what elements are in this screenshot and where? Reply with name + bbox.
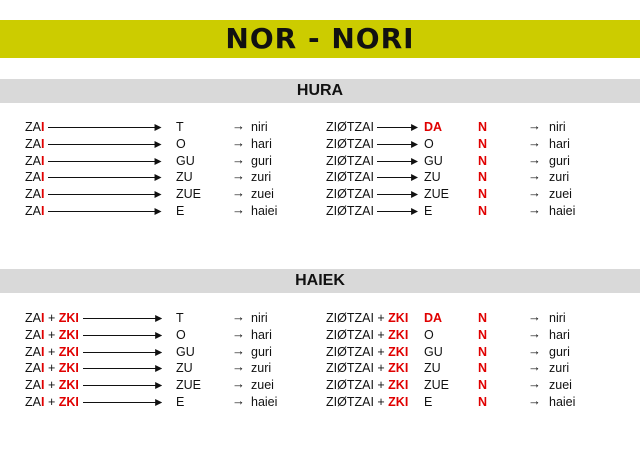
page-title: NOR - NORI	[225, 22, 415, 55]
small-arrow-icon: →	[528, 202, 541, 217]
n-suffix	[478, 153, 487, 169]
small-arrow-icon: →	[232, 376, 245, 391]
right-object	[424, 394, 432, 410]
n-text: N	[478, 204, 488, 218]
right-object	[424, 360, 441, 376]
nori-pronoun	[251, 203, 277, 219]
small-arrow-icon: →	[232, 152, 245, 167]
long-arrow-icon	[83, 344, 162, 360]
nori-text: haiei	[549, 395, 576, 409]
prefix-part: ZA	[25, 395, 41, 409]
long-arrow-icon	[83, 394, 162, 410]
nor-text: ZUE	[176, 187, 201, 201]
prefix-part: +	[44, 328, 59, 342]
nor-pronoun	[176, 394, 184, 410]
nori-pronoun-right	[549, 186, 572, 202]
nor-pronoun	[176, 136, 186, 152]
prefix-part: ZIØTZAI	[326, 120, 374, 134]
prefix-part: +	[373, 311, 389, 325]
prefix-part: ZKI	[388, 395, 409, 409]
small-arrow-icon: →	[528, 326, 541, 341]
small-arrow-icon: →	[232, 168, 245, 183]
left-prefix	[25, 136, 44, 152]
prefix-part: ZKI	[58, 328, 79, 342]
prefix-part: ZA	[25, 204, 41, 218]
long-arrow-icon	[48, 153, 162, 169]
prefix-part: ZA	[25, 345, 41, 359]
nori-text: guri	[549, 345, 570, 359]
nori-pronoun-right	[549, 119, 566, 135]
nori-text: hari	[549, 137, 570, 151]
nor-text: GU	[176, 345, 195, 359]
left-prefix	[25, 310, 79, 326]
prefix-part: +	[373, 378, 389, 392]
right-object	[424, 344, 443, 360]
small-arrow-icon: →	[528, 168, 541, 183]
prefix-part: ZKI	[58, 378, 79, 392]
prefix-part: +	[373, 328, 389, 342]
n-suffix	[478, 310, 487, 326]
prefix-part: ZA	[25, 378, 41, 392]
right-prefix	[326, 310, 408, 326]
left-prefix	[25, 327, 79, 343]
prefix-part: I	[40, 378, 45, 392]
nori-text: zuri	[549, 170, 570, 184]
nori-pronoun	[251, 169, 271, 185]
small-arrow-icon: →	[528, 359, 541, 374]
prefix-part: I	[40, 395, 45, 409]
n-suffix	[478, 394, 487, 410]
small-arrow-icon: →	[232, 309, 245, 324]
small-arrow-icon: →	[528, 343, 541, 358]
prefix-part: I	[40, 361, 45, 375]
prefix-part: +	[373, 345, 389, 359]
left-prefix	[25, 360, 79, 376]
nori-text: hari	[251, 328, 272, 342]
nori-pronoun-right	[549, 344, 570, 360]
prefix-part: +	[373, 361, 389, 375]
right-object	[424, 310, 442, 326]
prefix-part: ZIØTZAI	[326, 204, 374, 218]
small-arrow-icon: →	[528, 185, 541, 200]
object-text: E	[424, 204, 433, 218]
prefix-part: ZIØTZAI	[326, 137, 374, 151]
long-arrow-icon	[48, 119, 162, 135]
left-prefix	[25, 377, 79, 393]
n-text: N	[478, 345, 488, 359]
small-arrow-icon: →	[232, 326, 245, 341]
n-text: N	[478, 187, 488, 201]
long-arrow-icon	[83, 310, 162, 326]
long-arrow-icon	[48, 169, 162, 185]
nor-text: E	[176, 395, 185, 409]
n-suffix	[478, 377, 487, 393]
right-prefix	[326, 119, 374, 135]
nori-text: zuri	[251, 361, 272, 375]
nor-text: ZUE	[176, 378, 201, 392]
nori-pronoun	[251, 327, 272, 343]
section-title: HURA	[296, 82, 344, 99]
nor-text: O	[176, 137, 186, 151]
prefix-part: +	[373, 395, 389, 409]
left-prefix	[25, 119, 44, 135]
n-suffix	[478, 186, 487, 202]
object-text: DA	[424, 311, 443, 325]
n-text: N	[478, 137, 488, 151]
prefix-part: ZKI	[58, 395, 79, 409]
prefix-part: ZA	[25, 154, 41, 168]
right-prefix	[326, 136, 374, 152]
nori-pronoun	[251, 186, 274, 202]
nori-text: zuri	[251, 170, 272, 184]
long-arrow-icon	[377, 153, 418, 169]
prefix-part: ZIØTZAI	[326, 378, 374, 392]
nor-pronoun	[176, 153, 195, 169]
prefix-part: +	[44, 395, 59, 409]
nori-text: hari	[549, 328, 570, 342]
nori-text: haiei	[251, 204, 278, 218]
object-text: ZU	[424, 170, 441, 184]
nor-text: T	[176, 120, 184, 134]
nori-pronoun	[251, 344, 272, 360]
prefix-part: ZIØTZAI	[326, 170, 374, 184]
nori-text: zuei	[549, 378, 572, 392]
nori-pronoun-right	[549, 203, 575, 219]
nori-text: niri	[549, 311, 566, 325]
nor-pronoun	[176, 169, 193, 185]
long-arrow-icon	[48, 203, 162, 219]
prefix-part: I	[40, 120, 45, 134]
prefix-part: ZIØTZAI	[326, 154, 374, 168]
prefix-part: ZKI	[388, 361, 409, 375]
nori-text: niri	[251, 120, 268, 134]
long-arrow-icon	[83, 360, 162, 376]
nor-pronoun	[176, 344, 195, 360]
prefix-part: ZA	[25, 328, 41, 342]
nori-pronoun-right	[549, 327, 570, 343]
nori-pronoun-right	[549, 136, 570, 152]
prefix-part: ZKI	[58, 361, 79, 375]
nor-pronoun	[176, 310, 184, 326]
nor-text: GU	[176, 154, 195, 168]
nori-pronoun	[251, 377, 274, 393]
nori-text: guri	[251, 154, 272, 168]
right-prefix	[326, 327, 408, 343]
n-text: N	[478, 154, 488, 168]
object-text: GU	[424, 345, 443, 359]
prefix-part: +	[44, 345, 59, 359]
prefix-part: ZIØTZAI	[326, 361, 374, 375]
long-arrow-icon	[377, 186, 418, 202]
small-arrow-icon: →	[528, 309, 541, 324]
prefix-part: I	[40, 187, 45, 201]
small-arrow-icon: →	[232, 135, 245, 150]
prefix-part: I	[40, 154, 45, 168]
nori-pronoun	[251, 394, 277, 410]
right-prefix	[326, 169, 374, 185]
small-arrow-icon: →	[528, 393, 541, 408]
nori-text: zuri	[549, 361, 570, 375]
prefix-part: +	[44, 311, 59, 325]
nori-pronoun	[251, 136, 272, 152]
right-prefix	[326, 153, 374, 169]
object-text: ZUE	[424, 187, 449, 201]
right-object	[424, 169, 441, 185]
nori-pronoun	[251, 119, 268, 135]
long-arrow-icon	[377, 203, 418, 219]
n-text: N	[478, 120, 488, 134]
prefix-part: ZIØTZAI	[326, 311, 374, 325]
nori-text: hari	[251, 137, 272, 151]
nori-pronoun	[251, 153, 272, 169]
nor-text: T	[176, 311, 184, 325]
prefix-part: ZKI	[388, 328, 409, 342]
right-object	[424, 377, 449, 393]
prefix-part: I	[40, 328, 45, 342]
object-text: O	[424, 137, 434, 151]
n-text: N	[478, 311, 488, 325]
small-arrow-icon: →	[232, 118, 245, 133]
small-arrow-icon: →	[232, 185, 245, 200]
n-suffix	[478, 136, 487, 152]
small-arrow-icon: →	[232, 202, 245, 217]
small-arrow-icon: →	[528, 135, 541, 150]
object-text: DA	[424, 120, 443, 134]
prefix-part: ZKI	[388, 345, 409, 359]
prefix-part: ZA	[25, 187, 41, 201]
prefix-part: ZKI	[58, 345, 79, 359]
right-prefix	[326, 394, 408, 410]
nori-text: zuei	[251, 378, 274, 392]
nori-pronoun-right	[549, 169, 569, 185]
small-arrow-icon: →	[528, 152, 541, 167]
nori-pronoun-right	[549, 394, 575, 410]
small-arrow-icon: →	[528, 118, 541, 133]
prefix-part: I	[40, 311, 45, 325]
prefix-part: ZIØTZAI	[326, 187, 374, 201]
section-title: HAIEK	[295, 272, 345, 289]
nori-text: haiei	[549, 204, 576, 218]
small-arrow-icon: →	[528, 376, 541, 391]
nori-text: guri	[251, 345, 272, 359]
nori-text: zuei	[251, 187, 274, 201]
prefix-part: ZA	[25, 137, 41, 151]
right-prefix	[326, 344, 408, 360]
nori-pronoun	[251, 360, 271, 376]
nor-pronoun	[176, 327, 186, 343]
n-text: N	[478, 361, 488, 375]
right-object	[424, 119, 442, 135]
nor-text: E	[176, 204, 185, 218]
long-arrow-icon	[377, 119, 418, 135]
object-text: E	[424, 395, 433, 409]
nori-text: haiei	[251, 395, 278, 409]
prefix-part: ZKI	[58, 311, 79, 325]
prefix-part: ZIØTZAI	[326, 395, 374, 409]
nor-text: ZU	[176, 361, 193, 375]
right-object	[424, 327, 434, 343]
nori-text: niri	[251, 311, 268, 325]
nor-text: O	[176, 328, 186, 342]
left-prefix	[25, 344, 79, 360]
nor-pronoun	[176, 360, 193, 376]
prefix-part: ZKI	[388, 378, 409, 392]
right-object	[424, 203, 432, 219]
right-prefix	[326, 203, 374, 219]
small-arrow-icon: →	[232, 393, 245, 408]
prefix-part: ZA	[25, 311, 41, 325]
right-prefix	[326, 360, 408, 376]
left-prefix	[25, 169, 44, 185]
n-text: N	[478, 395, 488, 409]
n-text: N	[478, 328, 488, 342]
prefix-part: I	[40, 345, 45, 359]
prefix-part: ZIØTZAI	[326, 328, 374, 342]
prefix-part: I	[40, 170, 45, 184]
left-prefix	[25, 394, 79, 410]
nori-pronoun-right	[549, 153, 570, 169]
prefix-part: ZA	[25, 361, 41, 375]
left-prefix	[25, 203, 44, 219]
n-text: N	[478, 378, 488, 392]
nor-pronoun	[176, 119, 184, 135]
small-arrow-icon: →	[232, 359, 245, 374]
object-text: GU	[424, 154, 443, 168]
n-suffix	[478, 344, 487, 360]
nori-pronoun-right	[549, 360, 569, 376]
prefix-part: ZA	[25, 120, 41, 134]
nori-text: guri	[549, 154, 570, 168]
nor-text: ZU	[176, 170, 193, 184]
n-text: N	[478, 170, 488, 184]
object-text: ZUE	[424, 378, 449, 392]
right-prefix	[326, 186, 374, 202]
right-object	[424, 136, 434, 152]
prefix-part: I	[40, 137, 45, 151]
nori-text: niri	[549, 120, 566, 134]
right-prefix	[326, 377, 408, 393]
right-object	[424, 186, 449, 202]
left-prefix	[25, 186, 44, 202]
small-arrow-icon: →	[232, 343, 245, 358]
nor-pronoun	[176, 377, 201, 393]
object-text: ZU	[424, 361, 441, 375]
right-object	[424, 153, 443, 169]
left-prefix	[25, 153, 44, 169]
nor-pronoun	[176, 203, 184, 219]
long-arrow-icon	[377, 136, 418, 152]
nor-pronoun	[176, 186, 201, 202]
prefix-part: I	[40, 204, 45, 218]
n-suffix	[478, 203, 487, 219]
n-suffix	[478, 119, 487, 135]
long-arrow-icon	[377, 169, 418, 185]
n-suffix	[478, 360, 487, 376]
prefix-part: ZA	[25, 170, 41, 184]
long-arrow-icon	[48, 136, 162, 152]
long-arrow-icon	[83, 327, 162, 343]
prefix-part: ZKI	[388, 311, 409, 325]
n-suffix	[478, 169, 487, 185]
n-suffix	[478, 327, 487, 343]
nori-pronoun-right	[549, 377, 572, 393]
prefix-part: +	[44, 361, 59, 375]
prefix-part: ZIØTZAI	[326, 345, 374, 359]
object-text: O	[424, 328, 434, 342]
nori-pronoun	[251, 310, 268, 326]
prefix-part: +	[44, 378, 59, 392]
long-arrow-icon	[83, 377, 162, 393]
nori-text: zuei	[549, 187, 572, 201]
long-arrow-icon	[48, 186, 162, 202]
nori-pronoun-right	[549, 310, 566, 326]
